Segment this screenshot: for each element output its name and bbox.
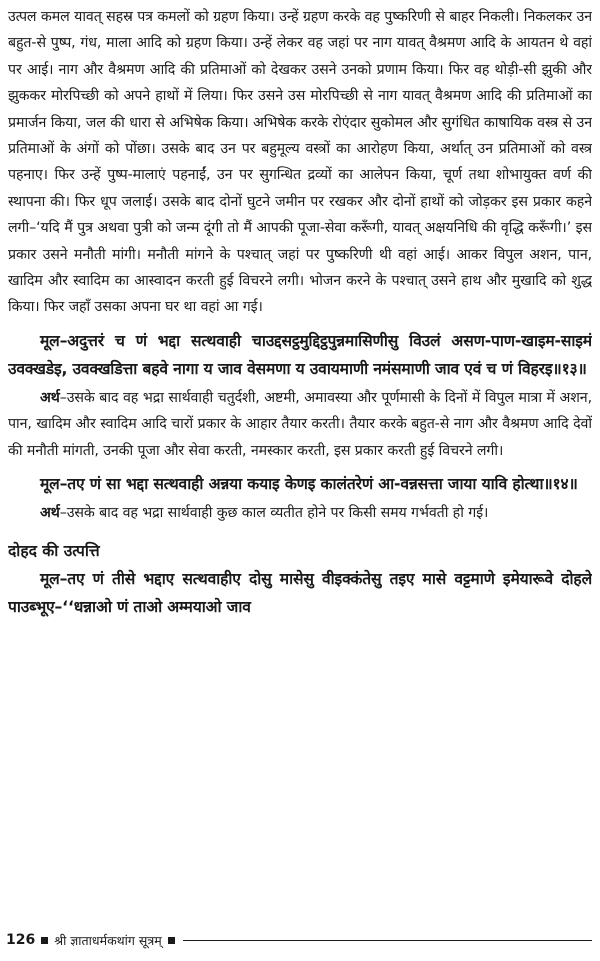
arth-text: –उसके बाद वह भद्रा सार्थवाही कुछ काल व्यतीत होने पर किसी समय गर्भवती हो गई।: [59, 505, 489, 522]
arth-paragraph-14: [8, 500, 592, 526]
square-bullet-icon: [168, 937, 175, 944]
mool-verse-14: मूल–तए णं सा भद्दा सत्थवाही अन्नया कयाइ केणइ कालंतरेणं आ-वन्नसत्ता जाया यावि होत्था॥१४॥: [40, 475, 578, 494]
footer-rule: [183, 940, 592, 941]
document-page: [8, 4, 592, 957]
arth-paragraph-13: [8, 385, 592, 464]
arth-text: –उसके बाद वह भद्रा सार्थवाही चतुर्दशी, अष्टमी, अमावस्या और पूर्णमासी के दिनों में विपुल मात्रा में अशन, पान, खादिम और स्वादिम आदि चारों प्रकार के आहार तैयार करती। तैयार करके बहुत-से नाग और वैश्रमण आदि देवों की मनौती मांगती, उनकी पूजा और सेवा करती, नमस्कार करती, इस प्रकार करती हुई विचरने लगी।: [8, 389, 592, 459]
arth-label: अर्थ: [40, 389, 60, 406]
square-bullet-icon: [41, 937, 48, 944]
page-number: 126: [6, 932, 36, 948]
mool-verse-15: मूल–तए णं तीसे भद्दाए सत्थवाहीए दोसु मासेसु वीइक्कंतेसु तइए मासे वट्टमाणे इमेयारूवे दोहले पाउब्भूए–‘‘धन्नाओ णं ताओ अम्मयाओ जाव: [8, 569, 592, 616]
mool-verse-13: मूल–अदुत्तरं च णं भद्दा सत्थवाही चाउद्दसट्ठमुद्दिट्ठपुन्नमासिणीसु विउलं असण-पाण-खाइम-साइमं उवक्खडेइ, उवक्खडित्ता बहवे नागा य जाव वेसमणा य उवायमाणी नमंसमाणी जाव एवं च णं विहरइ॥१३॥: [8, 331, 592, 378]
section-heading: दोहद की उत्पत्ति: [8, 541, 100, 560]
body-paragraph: उत्पल कमल यावत् सहस्र पत्र कमलों को ग्रहण किया। उन्हें ग्रहण करके वह पुष्करिणी से बाहर निकली। निकलकर उन बहुत-से पुष्प, गंध, माला आदि को ग्रहण किया। उन्हें लेकर वह जहां पर नाग यावत् वैश्रमण आदि के आयतन थे वहां पर आई। नाग और वैश्रमण आदि की प्रतिमाओं को देखकर उसने उनको प्रणाम किया। फिर वह थोड़ी-सी झुकी और झुककर मोरपिच्छी को अपने हाथों में लिया। फिर उसने उस मोरपिच्छी से नाग यावत् वैश्रमण आदि की प्रतिमाओं का प्रमार्जन किया, जल की धारा से अभिषेक किया। अभिषेक करके रोएंदार सुकोमल और सुगंधित काषायिक वस्त्र से उन प्रतिमाओं के अंगों को पोंछा। उसके बाद उन पर बहुमूल्य वस्त्रों का आरोहण किया, अर्थात् उन प्रतिमाओं को वस्त्र पहनाए। फिर उन्हें पुष्प-मालाएं पहनाईं, उन पर सुगन्धित द्रव्यों का आलेपन किया, चूर्ण तथा शोभायुक्त वर्ण की स्थापना की। फिर धूप जलाई। उसके बाद दोनों घुटने जमीन पर रखकर और दोनों हाथों को जोड़कर इस प्रकार कहने लगी–‘यदि मैं पुत्र अथवा पुत्री को जन्म दूंगी तो मैं आपकी पूजा-सेवा करूँगी, यावत् अक्षयनिधि की वृद्धि करूँगी।’ इस प्रकार उसने मनौती मांगी। मनौती मांगने के पश्चात् जहां पर पुष्करिणी थी वहां आई। आकर विपुल अशन, पान, खादिम और स्वादिम का आस्वादन करती हुई विचरने लगी। भोजन करने के पश्चात् उसने हाथ और मुखादि को शुद्ध किया। फिर जहाँ उसका अपना घर था वहां आ गई।: [8, 9, 592, 316]
book-title: श्री ज्ञाताधर्मकथांग सूत्रम्: [54, 932, 162, 948]
arth-label: अर्थ: [40, 505, 60, 522]
page-footer: [6, 929, 592, 951]
